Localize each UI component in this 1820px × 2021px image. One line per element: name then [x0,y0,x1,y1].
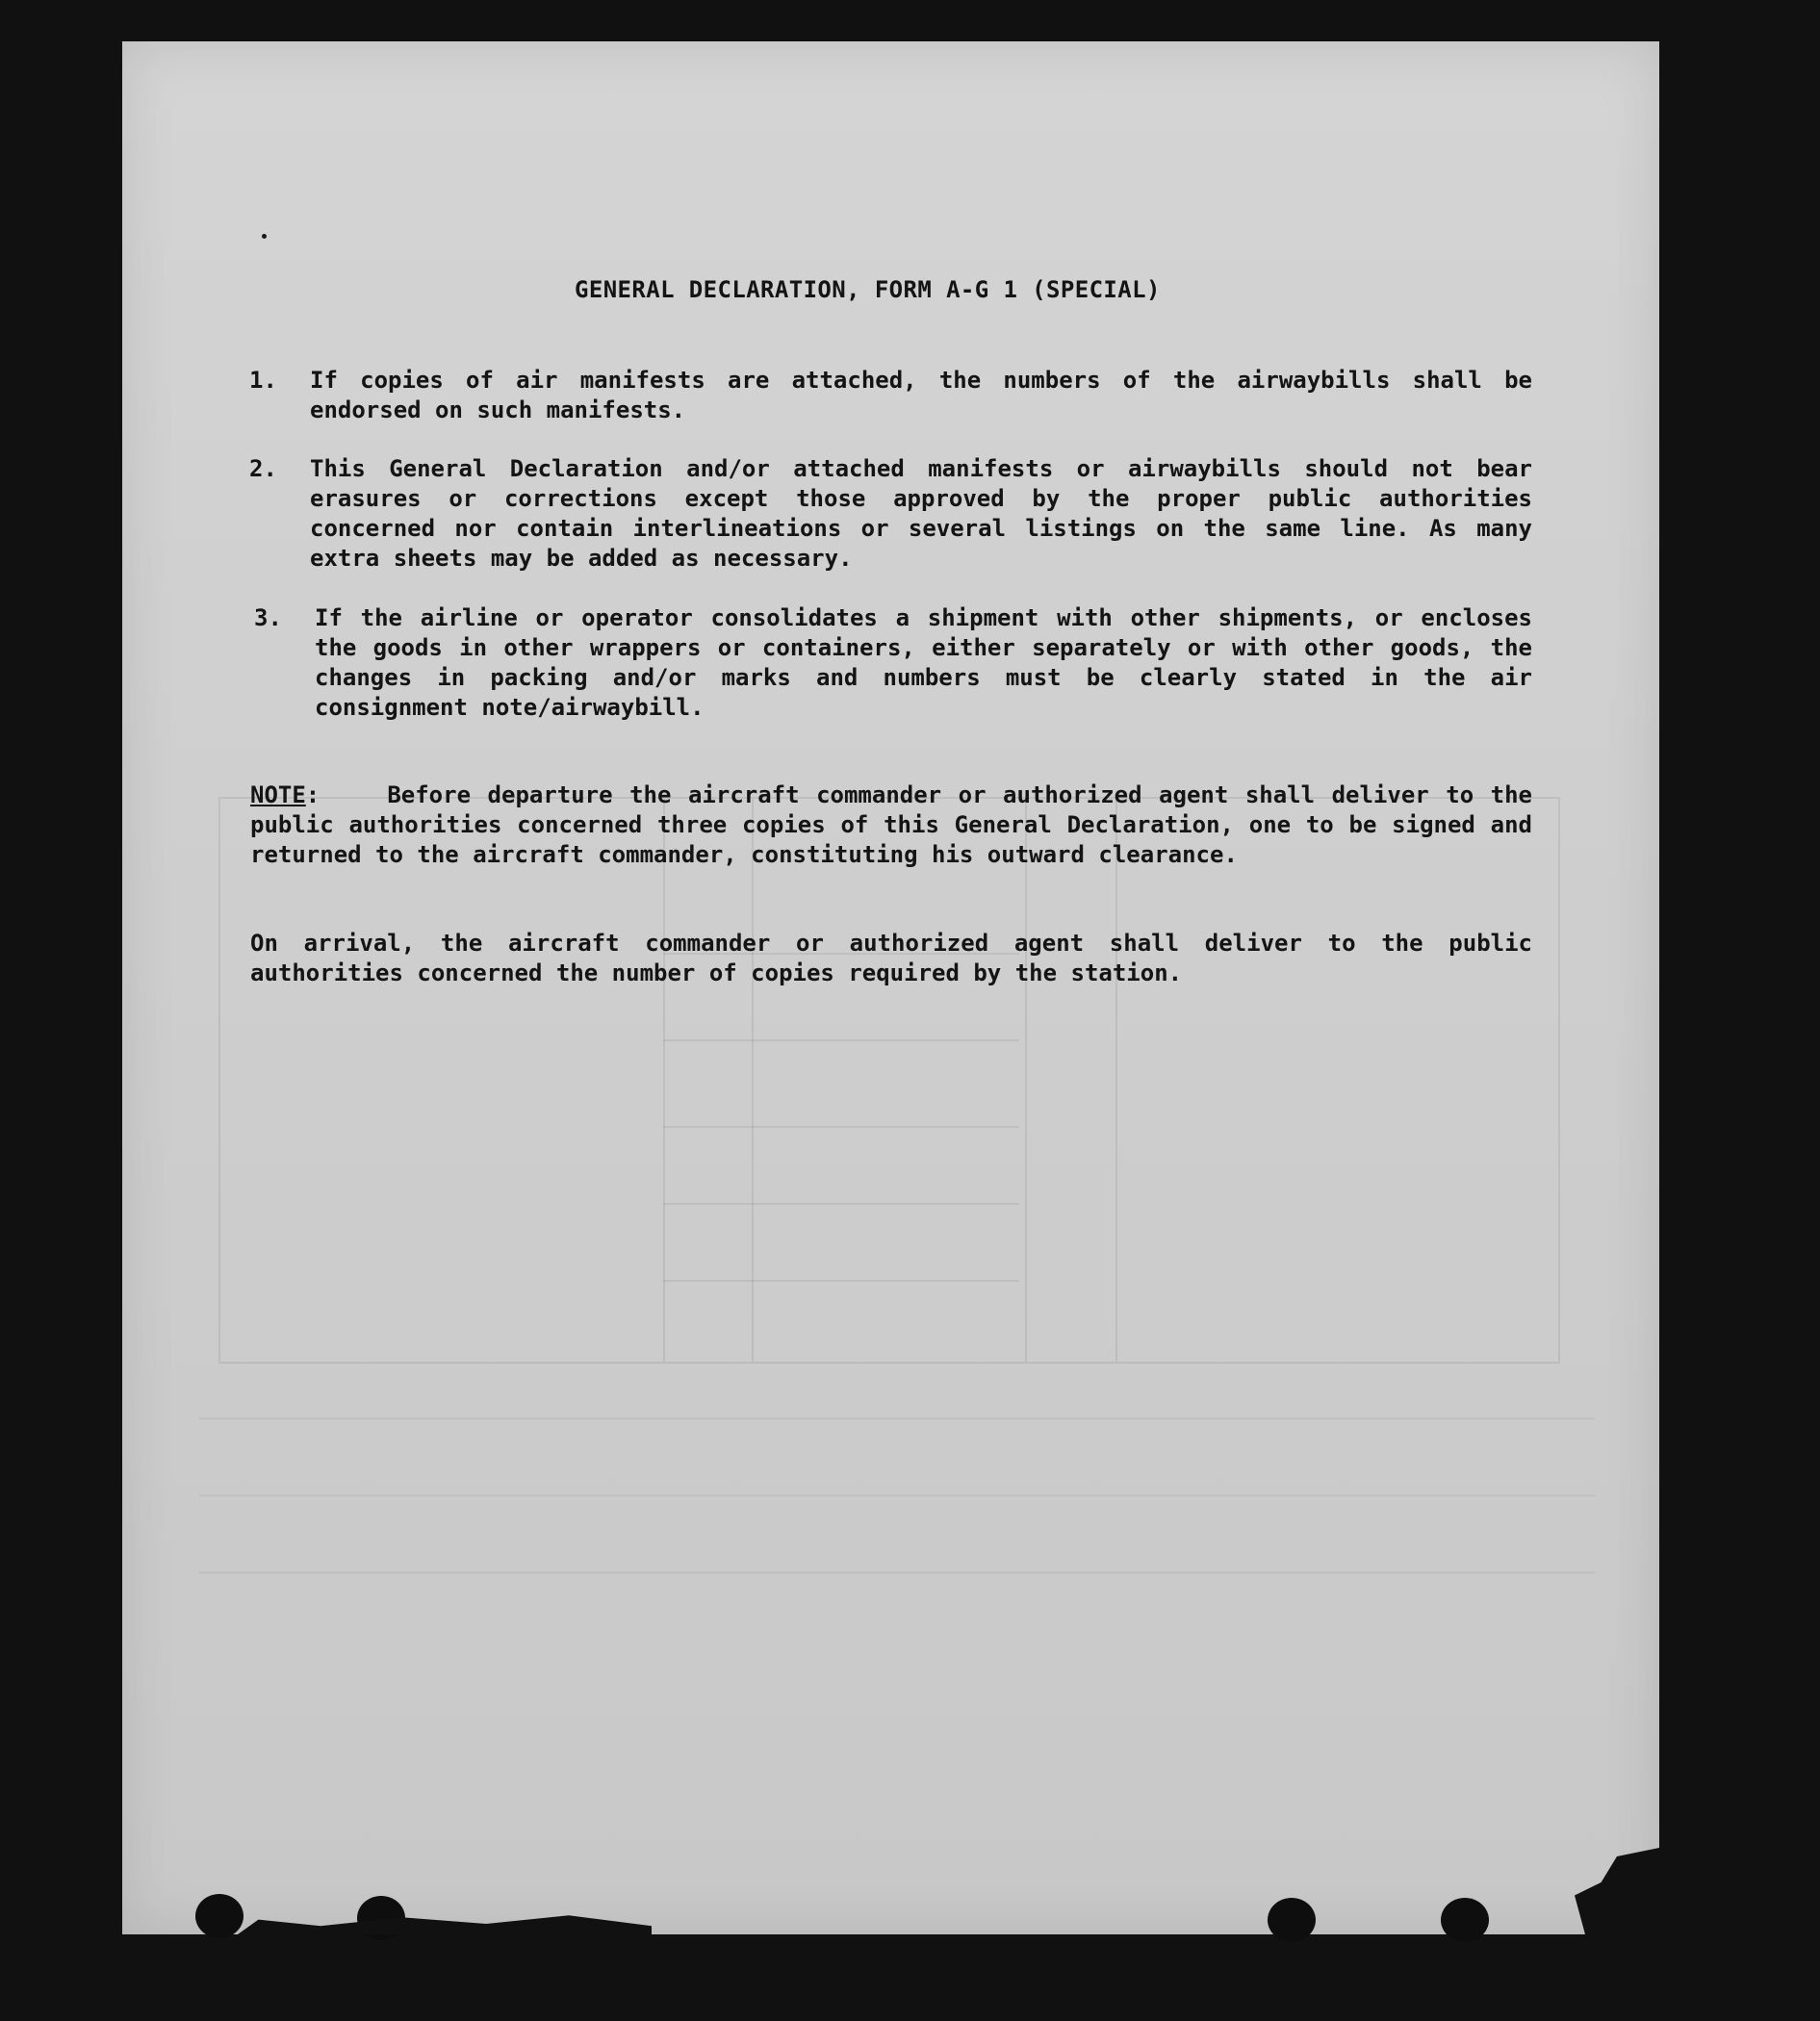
item-number: 1. [249,367,277,394]
item-text: If the airline or operator consolidates a shipment with other shipments, or encloses the goods in other wrappers or containers, either separately or with other goods, the changes in packing and/or marks and numbers must be clearly stated in the air consignment note/airwaybill. [315,604,1532,721]
binder-hole [1268,1898,1316,1942]
item-text: This General Declaration and/or attached manifests or airwaybills should not bear erasures or corrections except those approved by the proper public authorities concerned nor contain interlineations or several listings on the same line. As many extra sheets may be added as necessary. [310,455,1532,572]
note-paragraph: NOTE: Before departure the aircraft commander or authorized agent shall deliver to the public authorities concerned three copies of this General Declaration, one to be signed and returned to the aircraft commander, constituting his outward clearance. [250,781,1533,868]
list-item [249,454,1539,579]
item-text: If copies of air manifests are attached, the numbers of the airwaybills shall be endorsed on such manifests. [310,367,1532,423]
note-label: NOTE [250,781,306,808]
item-number: 3. [254,604,282,631]
page-title: GENERAL DECLARATION, FORM A-G 1 (SPECIAL) [575,276,1161,303]
document-content [122,41,1659,1934]
binder-hole [1441,1898,1489,1942]
binder-hole [195,1894,244,1938]
arrival-paragraph: On arrival, the aircraft commander or authorized agent shall deliver to the public authorities concerned the number of copies required by the station. [250,930,1532,986]
list-item [249,366,1539,433]
note-text: Before departure the aircraft commander or authorized agent shall deliver to the public authorities concerned three copies of this General Declaration, one to be signed and returned to the aircraft commander, constituting his outward clearance. [250,781,1533,868]
stray-mark [262,234,267,239]
document-page [122,41,1659,1934]
list-item [254,603,1544,729]
item-number: 2. [249,455,277,482]
